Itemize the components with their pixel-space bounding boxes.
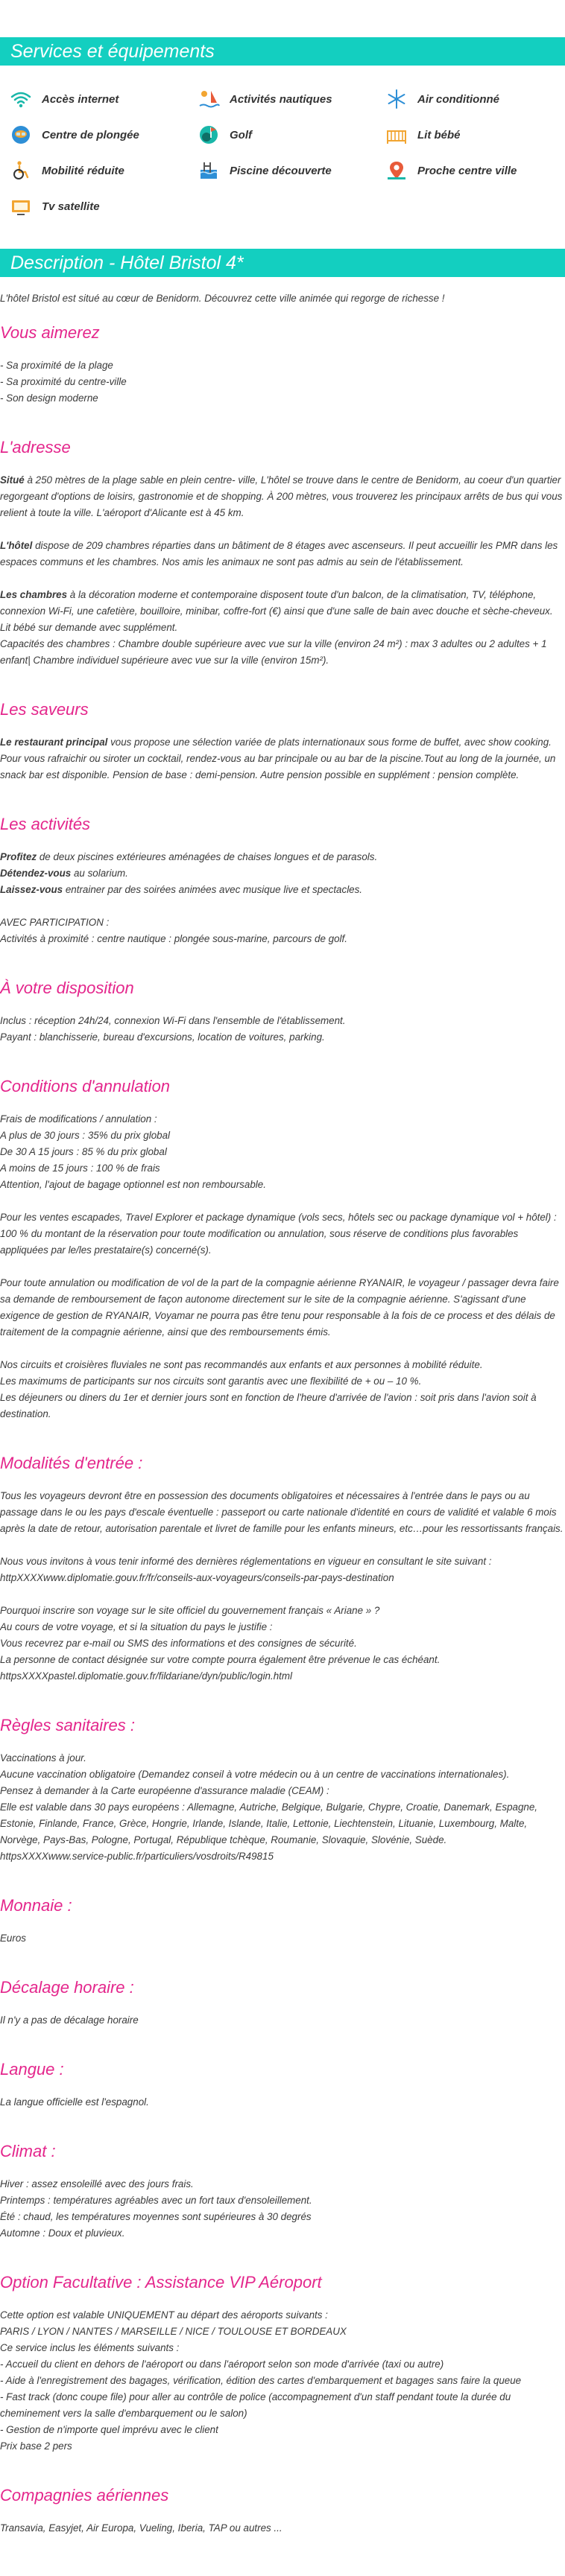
line-text: entrainer par des soirées animées avec musique live et spectacles.	[63, 884, 363, 895]
bold-lead: Situé	[0, 474, 25, 486]
decalage-text: Il n'y a pas de décalage horaire	[0, 2014, 139, 2026]
adresse-paragraph	[0, 587, 564, 636]
service-item	[385, 158, 565, 183]
activites-paragraph	[0, 915, 564, 947]
service-label: Piscine découverte	[230, 164, 332, 177]
list-item: Nos circuits et croisières fluviales ne sont pas recommandés aux enfants et aux personnes à mobilité réduite.	[0, 1359, 483, 1370]
pool-icon	[197, 159, 221, 182]
list-item: AVEC PARTICIPATION :	[0, 917, 110, 928]
list-item: Attention, l'ajout de bagage optionnel est non remboursable.	[0, 1179, 266, 1190]
list-item: Vous recevrez par e-mail ou SMS des informations et des consignes de sécurité.	[0, 1638, 357, 1649]
list-item	[0, 849, 564, 865]
section-heading-sanitaires: Règles sanitaires :	[0, 1716, 135, 1734]
services-banner: Services et équipements	[0, 37, 565, 66]
activites-paragraph	[0, 849, 564, 898]
services-grid	[0, 79, 565, 249]
list-item: PARIS / LYON / NANTES / MARSEILLE / NICE / TOULOUSE ET BORDEAUX	[0, 2326, 347, 2337]
list-item: Cette option est valable UNIQUEMENT au départ des aéroports suivants :	[0, 2309, 328, 2321]
list-item: Inclus : réception 24h/24, connexion Wi-Fi dans l'ensemble de l'établissement.	[0, 1015, 346, 1026]
service-label: Activités nautiques	[230, 92, 332, 106]
bold-lead: Les chambres	[0, 589, 68, 600]
section-heading-annulation: Conditions d'annulation	[0, 1077, 171, 1095]
sanitaires-paragraph	[0, 1750, 564, 1865]
list-item: Ce service inclus les éléments suivants :	[0, 2342, 180, 2353]
list-item: Prix base 2 pers	[0, 2440, 72, 2452]
service-item	[9, 86, 197, 112]
service-label: Golf	[230, 128, 252, 141]
service-label: Proche centre ville	[417, 164, 517, 177]
list-item: Hiver : assez ensoleillé avec des jours frais.	[0, 2178, 194, 2189]
list-item: - Accueil du client en dehors de l'aéroport ou dans l'aéroport selon son mode d'arrivée (taxi ou autre)	[0, 2359, 444, 2370]
section-heading-saveurs: Les saveurs	[0, 700, 89, 719]
service-item	[9, 158, 197, 183]
description-intro: L'hôtel Bristol est situé au cœur de Benidorm. Découvrez cette ville animée qui regorge de richesse !	[0, 293, 445, 304]
section-heading-entree: Modalités d'entrée :	[0, 1454, 143, 1472]
section-heading-disposition: À votre disposition	[0, 979, 134, 997]
diving-icon	[9, 123, 33, 147]
list-item: Été : chaud, les températures moyennes sont supérieures à 30 degrés	[0, 2211, 312, 2222]
golf-icon	[197, 123, 221, 147]
service-label: Air conditionné	[417, 92, 499, 106]
service-label: Lit bébé	[417, 128, 461, 141]
list-item: Pourquoi inscrire son voyage sur le site officiel du gouvernement français « Ariane » ?	[0, 1605, 380, 1616]
list-item: Activités à proximité : centre nautique : plongée sous-marine, parcours de golf.	[0, 933, 347, 944]
paragraph-text: à la décoration moderne et contemporaine disposent toute d'un balcon, de la climatisation, TV, téléphone, connexion Wi-Fi, une cafetière, bouilloire, minibar, coffre-fort (€) ainsi que d'une salle de bain avec douche et sèche-cheveux. Lit bébé sur demande avec supplément.	[0, 589, 553, 633]
bold-lead: L'hôtel	[0, 540, 33, 551]
section-heading-adresse: L'adresse	[0, 438, 71, 457]
section-heading-compagnies: Compagnies aériennes	[0, 2486, 169, 2505]
section-heading-vous-aimerez: Vous aimerez	[0, 323, 100, 342]
paragraph-text: dispose de 209 chambres réparties dans un bâtiment de 8 étages avec ascenseurs. Il peut accueillir les PMR dans les espaces communs et les chambres. Nos amis les animaux ne sont pas admis au sein de l'établissement.	[0, 540, 558, 567]
list-item: Aucune vaccination obligatoire (Demandez conseil à votre médecin ou à un centre de vaccinations internationales).	[0, 1769, 510, 1780]
section-heading-monnaie: Monnaie :	[0, 1896, 72, 1915]
list-item: Au cours de votre voyage, et si la situation du pays le justifie :	[0, 1621, 273, 1632]
saveurs-paragraph	[0, 734, 564, 751]
saveurs-paragraph: Pour vous rafraichir ou siroter un cocktail, rendez-vous au bar principale ou au bar de la piscine.Tout au long de la journée, un snack bar est disponible. Pension de base : demi-pension. Autre pension possible en supplément : pension complète.	[0, 753, 556, 780]
bold-lead: Le restaurant principal	[0, 737, 108, 748]
water-sports-icon	[197, 87, 221, 111]
compagnies-text: Transavia, Easyjet, Air Europa, Vueling, Iberia, TAP ou autres ...	[0, 2522, 282, 2534]
bold-lead: Profitez	[0, 851, 37, 862]
list-item: La personne de contact désignée sur votre compte pourra également être prévenue le cas échéant.	[0, 1654, 441, 1665]
service-item	[385, 122, 565, 147]
entree-paragraph: Tous les voyageurs devront être en possession des documents obligatoires et nécessaires à l'entrée dans le pays ou au passage dans le ou les pays d'escale éventuelle : passeport ou carte nationale d'identité en cours de validité et valable 6 mois après la date de retour, autorisation parentale et livret de famille pour les enfants mineurs, etc…pour les ressortissants français.	[0, 1490, 564, 1534]
vous-aimerez-list	[0, 357, 564, 407]
service-item	[197, 86, 385, 112]
list-item: - Sa proximité du centre-ville	[0, 376, 127, 387]
snowflake-icon	[385, 87, 408, 111]
bold-lead: Laissez-vous	[0, 884, 63, 895]
service-label: Mobilité réduite	[42, 164, 124, 177]
link-text: httpsXXXXpastel.diplomatie.gouv.fr/fildariane/dyn/public/login.html	[0, 1670, 293, 1682]
langue-text: La langue officielle est l'espagnol.	[0, 2096, 149, 2108]
list-item: Printemps : températures agréables avec un fort taux d'ensoleillement.	[0, 2195, 312, 2206]
list-item: Vaccinations à jour.	[0, 1752, 86, 1764]
list-item: A moins de 15 jours : 100 % de frais	[0, 1163, 160, 1174]
list-item: - Gestion de n'importe quel imprévu avec le client	[0, 2424, 218, 2435]
service-item	[197, 122, 385, 147]
list-item: - Son design moderne	[0, 392, 98, 404]
service-item	[197, 158, 385, 183]
list-item: Frais de modifications / annulation :	[0, 1113, 157, 1125]
list-item: Automne : Doux et pluvieux.	[0, 2227, 125, 2239]
list-item: - Sa proximité de la plage	[0, 360, 113, 371]
line-text: de deux piscines extérieures aménagées de chaises longues et de parasols.	[37, 851, 378, 862]
list-item: - Fast track (donc coupe file) pour aller au contrôle de police (accompagnement d'un staff pendant toute la durée du cheminement vers la salle d'embarquement ou le salon)	[0, 2391, 511, 2419]
baby-bed-icon	[385, 123, 408, 147]
service-item	[9, 194, 197, 219]
service-label: Centre de plongée	[42, 128, 139, 141]
list-item: Elle est valable dans 30 pays européens : Allemagne, Autriche, Belgique, Bulgarie, Chypre, Croatie, Danemark, Espagne, Estonie, Finlande, France, Grèce, Hongrie, Irlande, Islande, Italie, Lettonie, Liechtenstein, Lituanie, Luxembourg, Malte, Norvège, Pays-Bas, Pologne, Portugal, République tchèque, Roumanie, Slovaquie, Slovénie, Suède.	[0, 1801, 538, 1845]
annulation-paragraph	[0, 1111, 564, 1193]
option-vip-paragraph	[0, 2307, 564, 2455]
list-item	[0, 882, 564, 898]
section-heading-decalage: Décalage horaire :	[0, 1978, 134, 1997]
tv-icon	[9, 194, 33, 218]
section-heading-langue: Langue :	[0, 2060, 64, 2079]
annulation-paragraph: Pour les ventes escapades, Travel Explorer et package dynamique (vols secs, hôtels sec ou package dynamique vol + hôtel) : 100 % du montant de la réservation pour toute modification ou annulation, sous réserve de conditions plus favorables appliquées par le/les prestataire(s) concerné(s).	[0, 1212, 557, 1256]
annulation-paragraph: Pour toute annulation ou modification de vol de la part de la compagnie aérienne RYANAIR, le voyageur / passager devra faire sa demande de remboursement de façon autonome directement sur le site de la compagnie aérienne. S'agissant d'une exigence de gestion de RYANAIR, Voyamar ne pourra pas être tenu pour responsable à la fois de ce process et des délais de traitement de la compagnie aérienne, ainsi que des remboursements émis.	[0, 1277, 559, 1338]
list-item: Pensez à demander à la Carte européenne d'assurance maladie (CEAM) :	[0, 1785, 329, 1796]
paragraph-text: vous propose une sélection variée de plats internationaux sous forme de buffet, avec show cooking.	[107, 737, 552, 748]
paragraph-text: à 250 mètres de la plage sable en plein centre- ville, L'hôtel se trouve dans le centre de Benidorm, au coeur d'un quartier regorgeant d'options de loisirs, gastronomie et de shopping. À 200 mètres, vous trouverez les principaux arrêts de bus qui vous relient à toute la ville. L'aéroport d'Alicante est à 45 km.	[0, 474, 563, 518]
list-item	[0, 865, 564, 882]
entree-paragraph: Nous vous invitons à vous tenir informé des dernières réglementations en vigueur en consultant le site suivant : httpXXXXwww.diplomatie.gouv.fr/fr/conseils-aux-voyageurs/conseils-par-pays-destination	[0, 1556, 492, 1583]
description-content	[0, 290, 565, 2537]
bold-lead: Détendez-vous	[0, 868, 72, 879]
adresse-paragraph	[0, 538, 564, 570]
entree-paragraph	[0, 1603, 564, 1685]
annulation-paragraph	[0, 1357, 564, 1422]
list-item: A plus de 30 jours : 35% du prix global	[0, 1130, 171, 1141]
service-label: Tv satellite	[42, 200, 100, 213]
description-banner: Description - Hôtel Bristol 4*	[0, 249, 565, 277]
section-heading-climat: Climat :	[0, 2142, 56, 2160]
link-text: httpsXXXXwww.service-public.fr/particuliers/vosdroits/R49815	[0, 1851, 274, 1862]
section-heading-option-vip: Option Facultative : Assistance VIP Aéroport	[0, 2273, 322, 2292]
list-item: De 30 A 15 jours : 85 % du prix global	[0, 1146, 167, 1157]
service-item	[385, 86, 565, 112]
service-label: Accès internet	[42, 92, 119, 106]
wifi-icon	[9, 87, 33, 111]
service-item	[9, 122, 197, 147]
adresse-paragraph: Capacités des chambres : Chambre double supérieure avec vue sur la ville (environ 24 m²) : max 3 adultes ou 2 adultes + 1 enfant| Chambre individuel supérieure avec vue sur la ville (environ 15m²).	[0, 638, 547, 666]
section-heading-activites: Les activités	[0, 815, 91, 833]
adresse-paragraph	[0, 472, 564, 521]
climat-paragraph	[0, 2176, 564, 2242]
city-center-icon	[385, 159, 408, 182]
disposition-paragraph	[0, 1013, 564, 1046]
line-text: au solarium.	[71, 868, 128, 879]
list-item: Payant : blanchisserie, bureau d'excursions, location de voitures, parking.	[0, 1031, 325, 1043]
list-item: Les maximums de participants sur nos circuits sont garantis avec une flexibilité de + ou – 10 %.	[0, 1376, 422, 1387]
wheelchair-icon	[9, 159, 33, 182]
monnaie-text: Euros	[0, 1933, 26, 1944]
list-item: Les déjeuners ou diners du 1er et dernier jours sont en fonction de l'heure d'arrivée de l'avion : soit pris dans l'avion soit à destination.	[0, 1392, 537, 1419]
list-item: - Aide à l'enregistrement des bagages, vérification, édition des cartes d'embarquement et bagages sans faire la queue	[0, 2375, 522, 2386]
